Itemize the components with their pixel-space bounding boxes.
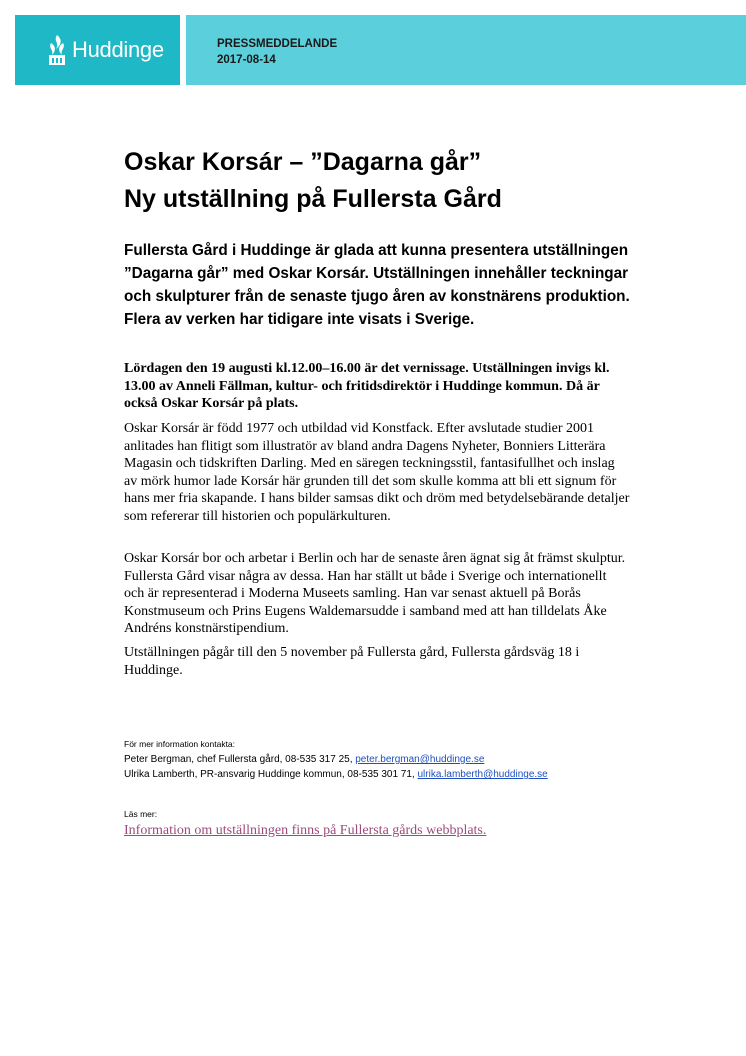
lead-paragraph: Fullersta Gård i Huddinge är glada att kunna presentera utställningen ”Dagarna går” med Oskar Korsár. Utställningen innehåller teckningar och skulpturer från de senaste tjugo åren av konstnärens produktion. Flera av verken har tidigare inte visats i Sverige. bbox=[124, 242, 630, 328]
read-more-heading: Läs mer: bbox=[124, 809, 158, 819]
document-date: 2017-08-14 bbox=[217, 54, 276, 66]
email-link[interactable]: peter.bergman@huddinge.se bbox=[355, 754, 485, 765]
huddinge-emblem-icon bbox=[47, 33, 67, 67]
title-line-2: Ny utställning på Fullersta Gård bbox=[124, 185, 502, 213]
page-title bbox=[124, 144, 644, 218]
contact-heading: För mer information kontakta: bbox=[124, 739, 236, 749]
contact-row bbox=[124, 767, 684, 782]
bio-paragraph: Oskar Korsár är född 1977 och utbildad vid Konstfack. Efter avslutade studier 2001 anlitades han flitigt som illustratör av bland andra Dagens Nyheter, Bonniers Litterära Magasin och tidskriften Darling. Med en säregen teckningsstil, fantasifullhet och inslag av mörk humor lade Korsár här grunden till det som skulle komma att bli ett signum för hans mer fria skapande. I hans bilder samsas dikt och dröm med betydelsebärande detaljer som refererar till historien och populärkulturen. bbox=[124, 421, 630, 524]
brand-logo[interactable] bbox=[15, 15, 180, 85]
read-more-link[interactable]: Information om utställningen finns på Fullersta gårds webbplats. bbox=[124, 823, 487, 838]
contact-row bbox=[124, 752, 684, 767]
vernissage-paragraph: Lördagen den 19 augusti kl.12.00–16.00 är det vernissage. Utställningen invigs kl. 13.00 av Anneli Fällman, kultur- och fritidsdirektör i Huddinge kommun. Då är också Oskar Korsár på plats. bbox=[124, 361, 610, 411]
logo-text: Huddinge bbox=[72, 37, 164, 62]
dates-paragraph: Utställningen pågår till den 5 november på Fullersta gård, Fullersta gårdsväg 18 i Huddinge. bbox=[124, 645, 580, 678]
document-type: PRESSMEDDELANDE bbox=[217, 38, 338, 50]
header bbox=[0, 0, 746, 85]
contact-details: Ulrika Lamberth, PR-ansvarig Huddinge kommun, 08-535 301 71, bbox=[124, 769, 418, 780]
read-more-block bbox=[124, 808, 684, 840]
career-paragraph: Oskar Korsár bor och arbetar i Berlin och har de senaste åren ägnat sig åt främst skulptur. Fullersta Gård visar några av dessa. Han har ställt ut både i Sverige och internationellt och är representerad i Moderna Museets samling. Han var senast aktuell på Borås Konstmuseum och Prins Eugens Waldemarsudde i samband med att han tilldelats Åke Andréns konstnärstipendium. bbox=[124, 551, 626, 636]
contact-details: Peter Bergman, chef Fullersta gård, 08-535 317 25, bbox=[124, 754, 356, 765]
contact-block bbox=[124, 737, 684, 782]
title-line-1: Oskar Korsár – ”Dagarna går” bbox=[124, 148, 482, 176]
email-link[interactable]: ulrika.lamberth@huddinge.se bbox=[417, 769, 548, 780]
